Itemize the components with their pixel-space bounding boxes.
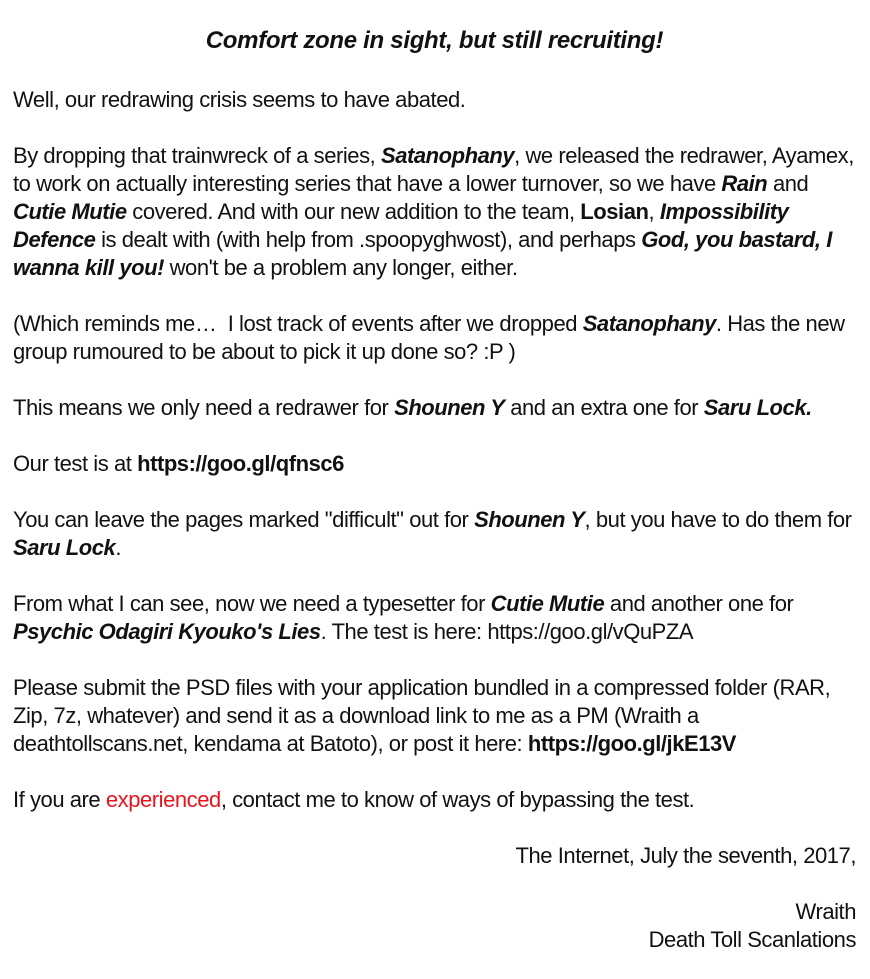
- series-title: Saru Lock.: [703, 395, 812, 420]
- member-name: Losian: [580, 199, 649, 224]
- text-run: is dealt with (with help from .spoopyghwost), and perhaps: [95, 227, 642, 252]
- text-run: won't be a problem any longer, either.: [163, 255, 518, 280]
- text-run: , but you have to do them for: [584, 507, 858, 532]
- document-body: [13, 86, 860, 814]
- signature-name: Wraith: [795, 899, 856, 924]
- series-title: Cutie Mutie: [490, 591, 605, 616]
- url-text: https://goo.gl/qfnsc6: [137, 451, 344, 476]
- series-title: Psychic Odagiri Kyouko's Lies: [13, 619, 321, 644]
- paragraph: [13, 310, 856, 366]
- page-title: Comfort zone in sight, but still recruiting!: [205, 27, 664, 54]
- paragraph: [13, 394, 856, 422]
- series-title: Impossibility Defence: [13, 199, 795, 252]
- text-run: ,: [648, 199, 660, 224]
- text-run: You can leave the pages marked "difficult" out for: [13, 507, 475, 532]
- url-text: https://goo.gl/jkE13V: [527, 731, 737, 756]
- text-run: This means we only need a redrawer for: [13, 395, 395, 420]
- series-title: Saru Lock: [13, 535, 116, 560]
- text-run: Our test is at: [13, 451, 138, 476]
- text-run: . The test is here:: [320, 619, 488, 644]
- text-run: and another one for: [604, 591, 800, 616]
- text-run: and an extra one for: [504, 395, 704, 420]
- text-run: and: [767, 171, 814, 196]
- series-title: Shounen Y: [474, 507, 585, 532]
- paragraph: [13, 142, 860, 282]
- series-title: Cutie Mutie: [13, 199, 127, 224]
- url-text: https://goo.gl/vQuPZA: [487, 619, 694, 644]
- text-run: , contact me to know of ways of bypassing the test.: [220, 787, 695, 812]
- text-run: If you are: [13, 787, 106, 812]
- text-run: From what I can see, now we need a typesetter for: [13, 591, 491, 616]
- text-run: , we released the redrawer, Ayamex, to work on actually interesting series that have a lower turnover, so we have: [13, 143, 860, 196]
- text-run: Please submit the PSD files with your application bundled in a compressed folder (RAR, Zip, 7z, whatever) and send it as a download link to me as a PM (Wraith a deathtollscans.net, kendama at Batoto), or post it here:: [13, 675, 836, 756]
- series-title: Shounen Y: [394, 395, 505, 420]
- text-run: covered. And with our new addition to the team,: [126, 199, 581, 224]
- paragraph: [13, 590, 856, 646]
- paragraph: [13, 450, 856, 478]
- signature-group: Death Toll Scanlations: [648, 927, 856, 952]
- series-title: God, you bastard, I wanna kill you!: [13, 227, 838, 280]
- paragraph: [13, 506, 856, 562]
- paragraph: [13, 86, 856, 114]
- paragraph: [13, 674, 856, 758]
- series-title: Rain: [721, 171, 768, 196]
- text-run: .: [115, 535, 121, 560]
- dateline: The Internet, July the seventh, 2017,: [515, 843, 856, 868]
- experienced-highlight: experienced: [105, 787, 221, 812]
- text-run: By dropping that trainwreck of a series,: [13, 143, 381, 168]
- text-run: . Has the new group rumoured to be about to pick it up done so? :P ): [13, 311, 851, 364]
- series-title: Satanophany: [380, 143, 515, 168]
- paragraph: [13, 786, 856, 814]
- signature-block: [13, 898, 856, 954]
- text-run: (Which reminds me… I lost track of events after we dropped: [13, 311, 583, 336]
- series-title: Satanophany: [582, 311, 716, 336]
- text-run: Well, our redrawing crisis seems to have abated.: [13, 87, 466, 112]
